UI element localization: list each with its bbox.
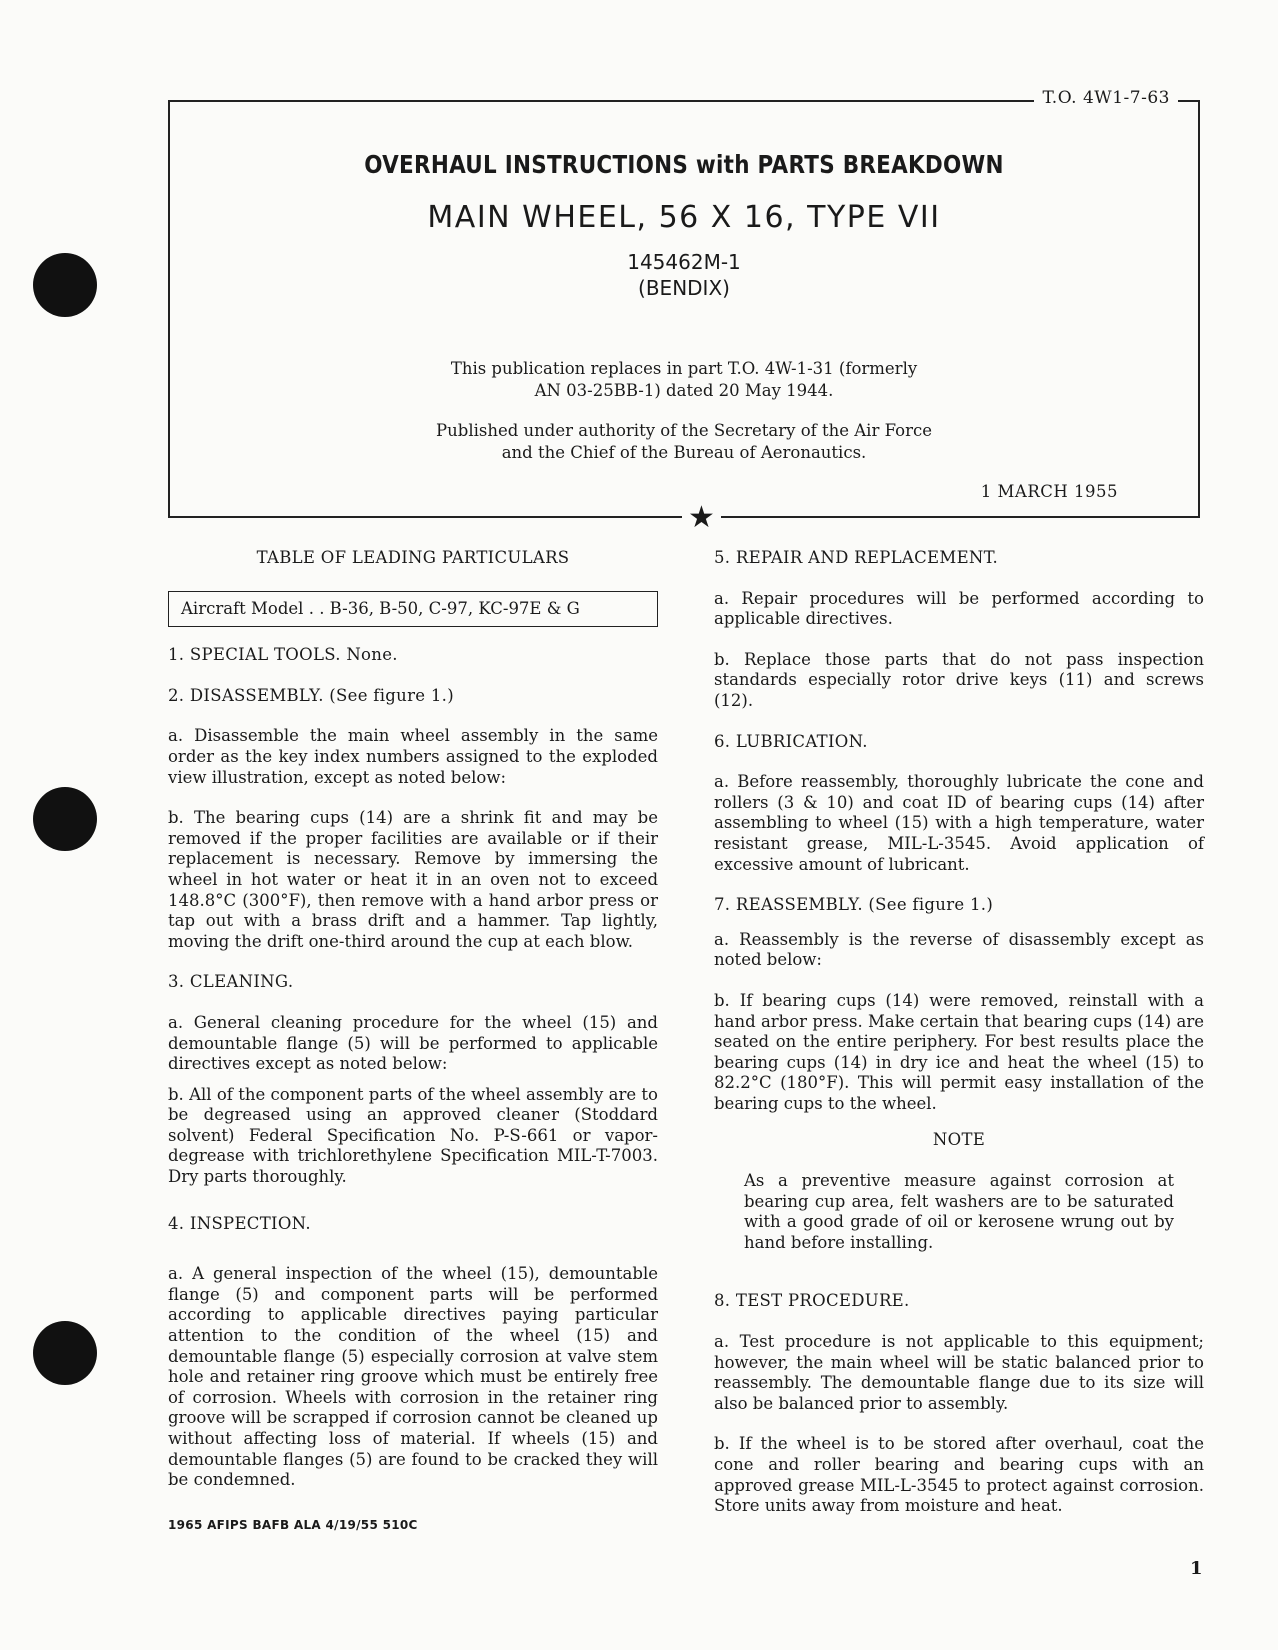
reassembly-para-b: b. If bearing cups (14) were removed, reinstall with a hand arbor press. Make certain that bearing cups (14) are seated on the entire periphery. For best results place the bearing cups (14) in dry ice and heat the wheel (15) to 82.2°C (180°F). This will permit easy installation of the bearing cups to the wheel. [714, 990, 1204, 1113]
left-column [168, 548, 658, 1491]
disassembly-para-b: b. The bearing cups (14) are a shrink fit and may be removed if the proper facilities are available or if their replacement is necessary. Remove by immersing the wheel in hot water or heat it in an oven not to exceed 148.8°C (300°F), then remove with a hand arbor press or tap out with a brass drift and a hammer. Tap lightly, moving the drift one-third around the cup at each blow. [168, 808, 658, 951]
authority-notice [170, 420, 1198, 464]
lubrication-para-a: a. Before reassembly, thoroughly lubricate the cone and rollers (3 & 10) and coat ID of bearing cups (14) after assembling to wheel (15) with a high temperature, water resistant grease, MIL-L-3545. Avoid application of excessive amount of lubricant. [714, 772, 1204, 874]
leading-particulars-box: Aircraft Model . . B-36, B-50, C-97, KC-97E & G [168, 591, 658, 628]
punch-hole-middle [33, 787, 97, 851]
section-test-procedure: 8. TEST PROCEDURE. [714, 1291, 910, 1311]
document-subtitle: MAIN WHEEL, 56 X 16, TYPE VII [427, 200, 941, 235]
cleaning-para-a: a. General cleaning procedure for the wheel (15) and demountable flange (5) will be performed to applicable directives except as noted below: [168, 1012, 658, 1074]
section-special-tools: 1. SPECIAL TOOLS. None. [168, 645, 398, 665]
reassembly-para-a: a. Reassembly is the reverse of disassembly except as noted below: [714, 929, 1204, 970]
manufacturer: (BENDIX) [638, 276, 730, 300]
cleaning-para-b: b. All of the component parts of the wheel assembly are to be degreased using an approved cleaner (Stoddard solvent) Federal Specification No. P-S-661 or vapor-degrease with trichlorethylene Specification MIL-T-7003. Dry parts thoroughly. [168, 1084, 658, 1187]
repair-para-b: b. Replace those parts that do not pass inspection standards especially rotor drive keys (11) and screws (12). [714, 649, 1204, 710]
printer-line: 1965 AFIPS BAFB ALA 4/19/55 510C [168, 1518, 418, 1532]
section-cleaning: 3. CLEANING. [168, 972, 294, 992]
star-icon: ★ [682, 500, 721, 536]
section-lubrication: 6. LUBRICATION. [714, 731, 868, 751]
page-number: 1 [1190, 1558, 1203, 1579]
test-para-a: a. Test procedure is not applicable to this equipment; however, the main wheel will be static balanced prior to reassembly. The demountable flange due to its size will also be balanced prior to assembly. [714, 1332, 1204, 1413]
table-title: TABLE OF LEADING PARTICULARS [256, 548, 570, 567]
section-inspection: 4. INSPECTION. [168, 1213, 311, 1233]
note-heading: NOTE [932, 1130, 986, 1150]
section-reassembly: 7. REASSEMBLY. (See figure 1.) [714, 895, 994, 915]
replaces-line-1: This publication replaces in part T.O. 4W-1-31 (formerly [450, 359, 918, 378]
note-body: As a preventive measure against corrosion at bearing cup area, felt washers are to be saturated with a good grade of oil or kerosene wrung out by hand before installing. [744, 1171, 1174, 1252]
to-number: T.O. 4W1-7-63 [1034, 88, 1178, 108]
disassembly-para-a: a. Disassemble the main wheel assembly in the same order as the key index numbers assigned to the exploded view illustration, except as noted below: [168, 726, 658, 787]
section-disassembly: 2. DISASSEMBLY. (See figure 1.) [168, 685, 454, 705]
authority-line-1: Published under authority of the Secretary of the Air Force [436, 421, 932, 440]
test-para-b: b. If the wheel is to be stored after overhaul, coat the cone and roller bearing and bearing cups with an approved grease MIL-L-3545 to protect against corrosion. Store units away from moisture and heat. [714, 1434, 1204, 1516]
document-title: OVERHAUL INSTRUCTIONS with PARTS BREAKDOWN [364, 150, 1004, 179]
repair-para-a: a. Repair procedures will be performed according to applicable directives. [714, 588, 1204, 629]
publication-date: 1 MARCH 1955 [980, 482, 1118, 501]
replaces-line-2: AN 03-25BB-1) dated 20 May 1944. [534, 381, 834, 400]
title-block [168, 88, 1200, 535]
inspection-para-a: a. A general inspection of the wheel (15), demountable flange (5) and component parts will be performed according to applicable directives paying particular attention to the condition of the wheel (15) and demountable flange (5) especially corrosion at valve stem hole and retainer ring groove which must be entirely free of corrosion. Wheels with corrosion in the retainer ring groove will be scrapped if corrosion cannot be cleaned up without affecting loss of material. If wheels (15) and demountable flanges (5) are found to be cracked they will be condemned. [168, 1264, 658, 1490]
authority-line-2: and the Chief of the Bureau of Aeronautics. [501, 443, 867, 462]
replaces-notice [170, 358, 1198, 402]
right-column [714, 548, 1204, 1517]
punch-hole-bottom [33, 1321, 97, 1385]
punch-hole-top [33, 253, 97, 317]
part-number: 145462M-1 [627, 250, 741, 274]
section-repair-replacement: 5. REPAIR AND REPLACEMENT. [714, 548, 999, 567]
